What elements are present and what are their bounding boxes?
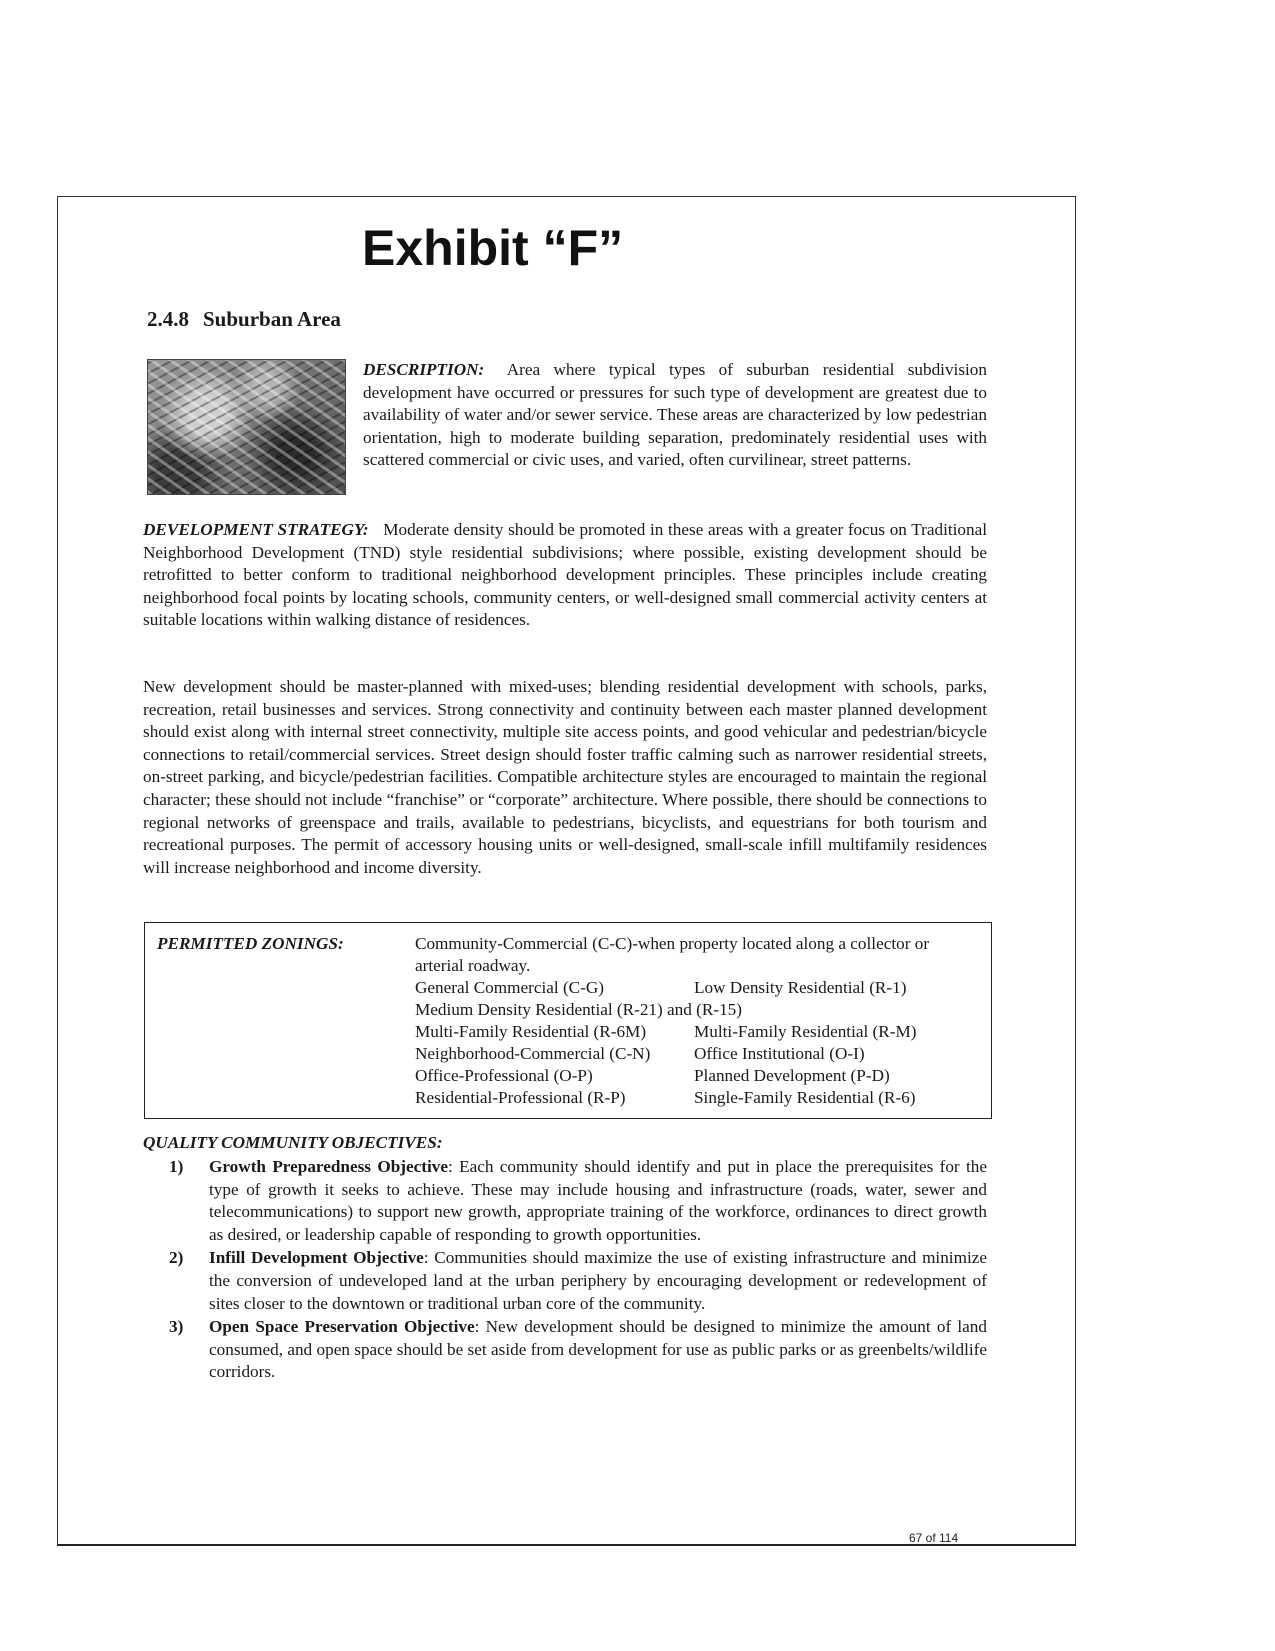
development-strategy-label: DEVELOPMENT STRATEGY: (143, 520, 369, 539)
zoning-row (415, 1065, 975, 1087)
zoning-item: Residential-Professional (R-P) (415, 1088, 626, 1107)
zoning-item: Medium Density Residential (R-21) and (R-15) (415, 1000, 742, 1019)
zoning-intro: Community-Commercial (C-C)-when property located along a collector or arterial roadway. (415, 934, 930, 975)
new-development-paragraph: New development should be master-planned with mixed-uses; blending residential development with schools, parks, recreation, retail businesses and services. Strong connectivity and continuity between each master planned development should exist along with internal street connectivity, multiple site access points, and good vehicular and pedestrian/bicycle connections to retail/commercial services. Street design should foster traffic calming such as narrower residential streets, on-street parking, and bicycle/pedestrian facilities. Compatible architecture styles are encouraged to maintain the regional character; these should not include “franchise” or “corporate” architecture. Where possible, there should be connections to regional networks of greenspace and trails, available to pedestrians, bicyclists, and equestrians for both tourism and recreational purposes. The permit of accessory housing units or well-designed, small-scale infill multifamily residences will increase neighborhood and income diversity. (143, 677, 987, 877)
objective-item (169, 1316, 987, 1384)
objective-text: Communities should maximize the use of existing infrastructure and minimize the conversion of undeveloped land at the urban periphery by encouraging development or redevelopment of sites closer to the downtown or traditional urban core of the community. (209, 1248, 987, 1313)
objective-item (169, 1156, 987, 1246)
objective-name: Open Space Preservation Objective (209, 1317, 475, 1337)
objective-text-block: Infill Development Objective: Communities should maximize the use of existing infrastructure and minimize the conversion of undeveloped land at the urban periphery by encouraging development or redevelopment of sites closer to the downtown or traditional urban core of the community. (209, 1248, 987, 1313)
section-number: 2.4.8 (147, 307, 189, 331)
zoning-row (415, 1087, 975, 1109)
zoning-item: Neighborhood-Commercial (C-N) (415, 1044, 651, 1063)
permitted-zonings-label: PERMITTED ZONINGS: (157, 934, 344, 953)
aerial-suburb-photo (147, 359, 346, 495)
permitted-zonings-box (144, 922, 992, 1119)
description-label: DESCRIPTION: (363, 360, 485, 379)
zoning-item: Single-Family Residential (R-6) (694, 1088, 916, 1107)
description-paragraph (363, 359, 987, 472)
development-strategy-paragraph (143, 519, 987, 632)
zoning-row (415, 977, 975, 999)
zoning-item: General Commercial (C-G) (415, 978, 604, 997)
zoning-row (415, 999, 975, 1021)
objective-text: Each community should identify and put in place the prerequisites for the type of growth it seeks to achieve. These may include housing and infrastructure (roads, water, sewer and telecommunications) to support new growth, appropriate training of the workforce, ordinances to direct growth as desired, or leadership capable of responding to growth opportunities. (209, 1157, 987, 1244)
objective-number: 1) (169, 1157, 184, 1176)
objective-name: Infill Development Objective (209, 1248, 424, 1268)
zoning-item: Multi-Family Residential (R-6M) (415, 1022, 647, 1041)
development-strategy-text: Moderate density should be promoted in these areas with a greater focus on Traditional Neighborhood Development (TND) style residential subdivisions; where possible, existing development should be retrofitted to better conform to traditional neighborhood development principles. These principles include creating neighborhood focal points by locating schools, community centers, or well-designed small commercial activity centers at suitable locations within walking distance of residences. (143, 520, 988, 630)
zoning-item: Office Institutional (O-I) (694, 1044, 865, 1063)
exhibit-title: Exhibit “F” (362, 220, 624, 276)
section-title: Suburban Area (203, 307, 341, 331)
objective-number: 2) (169, 1248, 184, 1268)
zoning-item: Multi-Family Residential (R-M) (694, 1022, 917, 1041)
zoning-row (415, 1043, 975, 1065)
page-number: 67 of 114 (909, 1531, 959, 1545)
objective-name: Growth Preparedness Objective (209, 1157, 448, 1176)
zoning-item: Planned Development (P-D) (694, 1066, 890, 1085)
quality-objectives-label: QUALITY COMMUNITY OBJECTIVES: (143, 1133, 443, 1152)
objective-number: 3) (169, 1317, 184, 1337)
section-heading (147, 306, 341, 332)
objective-text-block: Growth Preparedness Objective: Each community should identify and put in place the prerequisites for the type of growth it seeks to achieve. These may include housing and infrastructure (roads, water, sewer and telecommunications) to support new growth, appropriate training of the workforce, ordinances to direct growth as desired, or leadership capable of responding to growth opportunities. (209, 1157, 987, 1244)
zoning-row (415, 1021, 975, 1043)
objective-text-block: Open Space Preservation Objective: New development should be designed to minimize the amount of land consumed, and open space should be set aside from development for use as public parks or as greenbelts/wildlife corridors. (209, 1317, 987, 1382)
objectives-list (169, 1156, 987, 1385)
objective-item (169, 1247, 987, 1315)
objective-text: New development should be designed to minimize the amount of land consumed, and open space should be set aside from development for use as public parks or as greenbelts/wildlife corridors. (209, 1317, 987, 1382)
zoning-item: Low Density Residential (R-1) (694, 978, 907, 997)
zoning-item: Office-Professional (O-P) (415, 1066, 593, 1085)
description-text: Area where typical types of suburban residential subdivision development have occurred or pressures for such type of development are greatest due to availability of water and/or sewer service. These areas are characterized by low pedestrian orientation, high to moderate building separation, predominately residential uses with scattered commercial or civic uses, and varied, often curvilinear, street patterns. (363, 360, 987, 470)
